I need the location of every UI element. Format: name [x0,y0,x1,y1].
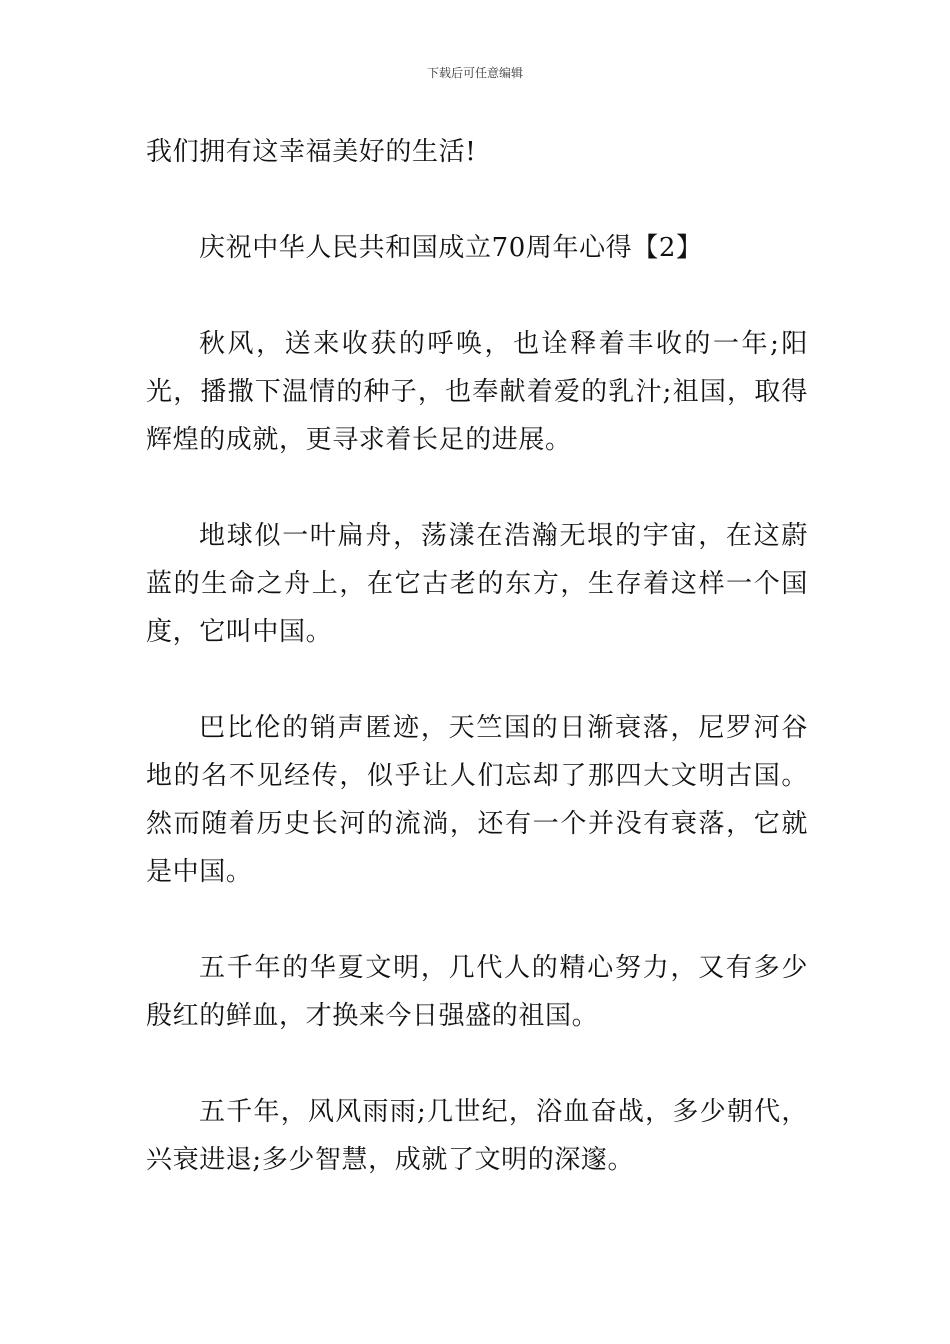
page-header-note: 下载后可任意编辑 [426,66,523,80]
paragraph-2: 地球似一叶扁舟，荡漾在浩瀚无垠的宇宙，在这蔚蓝的生命之舟上，在它古老的东方，生存着这样一个国度，它叫中国。 [146,521,808,647]
paragraph-3: 巴比伦的销声匿迹，天竺国的日渐衰落，尼罗河谷地的名不见经传，似乎让人们忘却了那四大文明古国。然而随着历史长河的流淌，还有一个并没有衰落，它就是中国。 [146,713,808,887]
paragraph-4: 五千年的华夏文明，几代人的精心努力，又有多少殷红的鲜血，才换来今日强盛的祖国。 [146,953,808,1031]
paragraph-intro: 我们拥有这幸福美好的生活! [146,137,477,167]
section-heading: 庆祝中华人民共和国成立70周年心得【2】 [199,233,703,263]
paragraph-1: 秋风，送来收获的呼唤，也诠释着丰收的一年;阳光，播撒下温情的种子，也奉献着爱的乳汁;祖国，取得辉煌的成就，更寻求着长足的进展。 [146,329,808,455]
document-body [146,128,808,1184]
paragraph-5: 五千年，风风雨雨;几世纪，浴血奋战，多少朝代，兴衰进退;多少智慧，成就了文明的深邃。 [146,1097,808,1175]
